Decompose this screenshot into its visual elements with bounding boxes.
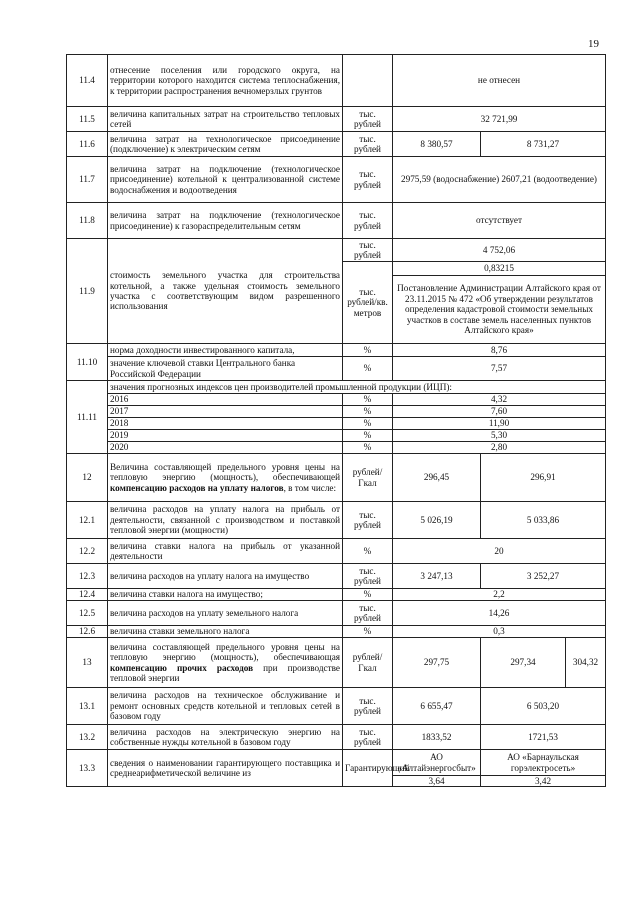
- row-number: 11.5: [67, 107, 108, 132]
- row-number: 12.4: [67, 589, 108, 601]
- row-value: отсутствует: [393, 203, 606, 239]
- row-unit: Гарантирующий: [343, 750, 393, 787]
- row-unit: тыс. рублей: [343, 502, 393, 539]
- row-value: 32 721,99: [393, 107, 606, 132]
- row-description: величина затрат на подключение (технологическое присоединение) котельной к централизованной системе водоснабжения и водоотведения: [108, 157, 343, 203]
- row-number: 12.6: [67, 626, 108, 638]
- row-unit: тыс. рублей: [343, 107, 393, 132]
- row-value: 14,26: [393, 601, 606, 626]
- row-value: 0,83215: [393, 262, 606, 276]
- row-unit: тыс. рублей: [343, 157, 393, 203]
- index-year: 2020: [108, 442, 343, 454]
- index-row: [67, 418, 606, 430]
- supplier-name-1: АО «Алтайэнергосбыт»: [393, 750, 481, 776]
- row-11-5: [67, 107, 606, 132]
- row-value-3: 304,32: [566, 638, 606, 688]
- row-description: сведения о наименовании гарантирующего поставщика и среднеарифметической величине из: [108, 750, 343, 787]
- row-value-2: 5 033,86: [481, 502, 606, 539]
- row-description: величина расходов на электрическую энергию на собственные нужды котельной в базовом году: [108, 725, 343, 750]
- row-number: 11.6: [67, 132, 108, 157]
- row-13-3: [67, 750, 606, 776]
- row-unit: %: [343, 357, 393, 381]
- index-value: 11,90: [393, 418, 606, 430]
- row-value: 2975,59 (водоснабжение) 2607,21 (водоотведение): [393, 157, 606, 203]
- row-value-1: 3 247,13: [393, 564, 481, 589]
- desc-part: Величина составляющей предельного уровня цены на тепловую энергию (мощность), обеспечивающей: [110, 461, 340, 483]
- index-year: 2016: [108, 394, 343, 406]
- row-description: значение ключевой ставки Центрального банка Российской Федерации: [108, 357, 343, 381]
- row-description: величина расходов на уплату налога на имущество: [108, 564, 343, 589]
- supplier-name-2: АО «Барнаульская горэлектросеть»: [481, 750, 606, 776]
- row-value-2: 3 252,27: [481, 564, 606, 589]
- row-unit: %: [343, 626, 393, 638]
- row-13-1: [67, 688, 606, 725]
- row-number: 11.4: [67, 55, 108, 107]
- row-number: 11.11: [67, 381, 108, 454]
- row-11-10: [67, 344, 606, 357]
- row-unit: [343, 55, 393, 107]
- index-unit: %: [343, 394, 393, 406]
- row-11-10-b: [67, 357, 606, 381]
- index-year: 2018: [108, 418, 343, 430]
- desc-emphasis: компенсацию расходов на уплату налогов: [110, 482, 284, 493]
- page-number: 19: [588, 38, 599, 50]
- row-description: величина ставки земельного налога: [108, 626, 343, 638]
- row-unit: тыс. рублей/кв. метров: [343, 262, 393, 344]
- row-value-2: 296,91: [481, 454, 606, 502]
- row-12-4: [67, 589, 606, 601]
- row-number: 12.2: [67, 539, 108, 564]
- row-value-1: 296,45: [393, 454, 481, 502]
- row-number: 13: [67, 638, 108, 688]
- row-unit: рублей/Гкал: [343, 638, 393, 688]
- row-value: 8,76: [393, 344, 606, 357]
- desc-part: при производстве тепловой энергии: [110, 662, 340, 683]
- row-11-8: [67, 203, 606, 239]
- row-description: величина расходов на техническое обслуживание и ремонт основных средств котельной и тепловых сетей в базовом году: [108, 688, 343, 725]
- row-12-5: [67, 601, 606, 626]
- row-description: значения прогнозных индексов цен производителей промышленной продукции (ИЦП):: [108, 381, 606, 394]
- row-value: не отнесен: [393, 55, 606, 107]
- row-value-2: 297,34: [481, 638, 566, 688]
- row-value-2: 6 503,20: [481, 688, 606, 725]
- index-value: 5,30: [393, 430, 606, 442]
- row-value: 20: [393, 539, 606, 564]
- index-unit: %: [343, 406, 393, 418]
- row-unit: %: [343, 589, 393, 601]
- row-value-1: 6 655,47: [393, 688, 481, 725]
- row-value-2: 8 731,27: [481, 132, 606, 157]
- row-description: стоимость земельного участка для строительства котельной, а также удельная стоимость земельного участка с соответствующим видом разрешенного использования: [108, 239, 343, 344]
- row-description: величина расходов на уплату налога на прибыль от деятельности, связанной с производством и поставкой тепловой энергии (мощности): [108, 502, 343, 539]
- index-value: 4,32: [393, 394, 606, 406]
- row-unit: тыс. рублей: [343, 132, 393, 157]
- index-row: [67, 406, 606, 418]
- row-11-7: [67, 157, 606, 203]
- row-value: 4 752,06: [393, 239, 606, 262]
- row-13-2: [67, 725, 606, 750]
- row-number: 13.3: [67, 750, 108, 787]
- row-description: норма доходности инвестированного капитала,: [108, 344, 343, 357]
- row-unit: тыс. рублей: [343, 203, 393, 239]
- supplier-value-2: 3,42: [481, 776, 606, 787]
- row-number: 12.3: [67, 564, 108, 589]
- row-value-2: 1721,53: [481, 725, 606, 750]
- row-number: 12.5: [67, 601, 108, 626]
- row-12-2: [67, 539, 606, 564]
- row-description: величина капитальных затрат на строительство тепловых сетей: [108, 107, 343, 132]
- index-value: 2,80: [393, 442, 606, 454]
- index-unit: %: [343, 418, 393, 430]
- tariff-parameters-table: [66, 54, 606, 787]
- row-11-4: [67, 55, 606, 107]
- row-description: величина затрат на подключение (технологическое присоединение) к газораспределительным сетям: [108, 203, 343, 239]
- row-12-3: [67, 564, 606, 589]
- row-unit: рублей/Гкал: [343, 454, 393, 502]
- row-value-1: 5 026,19: [393, 502, 481, 539]
- row-unit: тыс. рублей: [343, 239, 393, 262]
- desc-part: , в том числе:: [283, 482, 337, 493]
- row-value-1: 1833,52: [393, 725, 481, 750]
- row-number: 12.1: [67, 502, 108, 539]
- index-value: 7,60: [393, 406, 606, 418]
- row-12: [67, 454, 606, 502]
- row-value-1: 8 380,57: [393, 132, 481, 157]
- index-year: 2019: [108, 430, 343, 442]
- row-description: [108, 638, 343, 688]
- index-unit: %: [343, 442, 393, 454]
- row-unit: %: [343, 344, 393, 357]
- index-row: [67, 394, 606, 406]
- row-number: 12: [67, 454, 108, 502]
- row-13: [67, 638, 606, 688]
- index-year: 2017: [108, 406, 343, 418]
- row-11-9: [67, 239, 606, 262]
- row-number: 11.7: [67, 157, 108, 203]
- row-unit: тыс. рублей: [343, 725, 393, 750]
- row-description: величина ставки налога на прибыль от указанной деятельности: [108, 539, 343, 564]
- row-description: величина ставки налога на имущество;: [108, 589, 343, 601]
- row-description: отнесение поселения или городского округа, на территории которого находится система теплоснабжения, к территории распространения вечномерзлых грунтов: [108, 55, 343, 107]
- row-unit: %: [343, 539, 393, 564]
- row-description: величина расходов на уплату земельного налога: [108, 601, 343, 626]
- supplier-value-1: 3,64: [393, 776, 481, 787]
- row-value-note: Постановление Администрации Алтайского края от 23.11.2015 № 472 «Об утверждении результатов определения кадастровой стоимости земельных участков в составе земель населенных пунктов Алтайского края»: [393, 276, 606, 344]
- row-value-1: 297,75: [393, 638, 481, 688]
- index-row: [67, 430, 606, 442]
- row-value: 7,57: [393, 357, 606, 381]
- row-11-6: [67, 132, 606, 157]
- row-value: 2,2: [393, 589, 606, 601]
- row-number: 11.10: [67, 344, 108, 381]
- row-unit: тыс. рублей: [343, 601, 393, 626]
- index-row: [67, 442, 606, 454]
- row-description: [108, 454, 343, 502]
- row-number: 13.1: [67, 688, 108, 725]
- index-unit: %: [343, 430, 393, 442]
- row-number: 13.2: [67, 725, 108, 750]
- row-description: величина затрат на технологическое присоединение (подключение) к электрическим сетям: [108, 132, 343, 157]
- row-number: 11.8: [67, 203, 108, 239]
- desc-emphasis: компенсацию прочих расходов: [110, 662, 254, 673]
- desc-part: величина составляющей предельного уровня цены на тепловую энергию (мощность), обеспечивающая: [110, 641, 340, 663]
- row-number: 11.9: [67, 239, 108, 344]
- row-value: 0,3: [393, 626, 606, 638]
- row-11-11: [67, 381, 606, 394]
- row-12-1: [67, 502, 606, 539]
- row-unit: тыс. рублей: [343, 688, 393, 725]
- row-12-6: [67, 626, 606, 638]
- row-unit: тыс. рублей: [343, 564, 393, 589]
